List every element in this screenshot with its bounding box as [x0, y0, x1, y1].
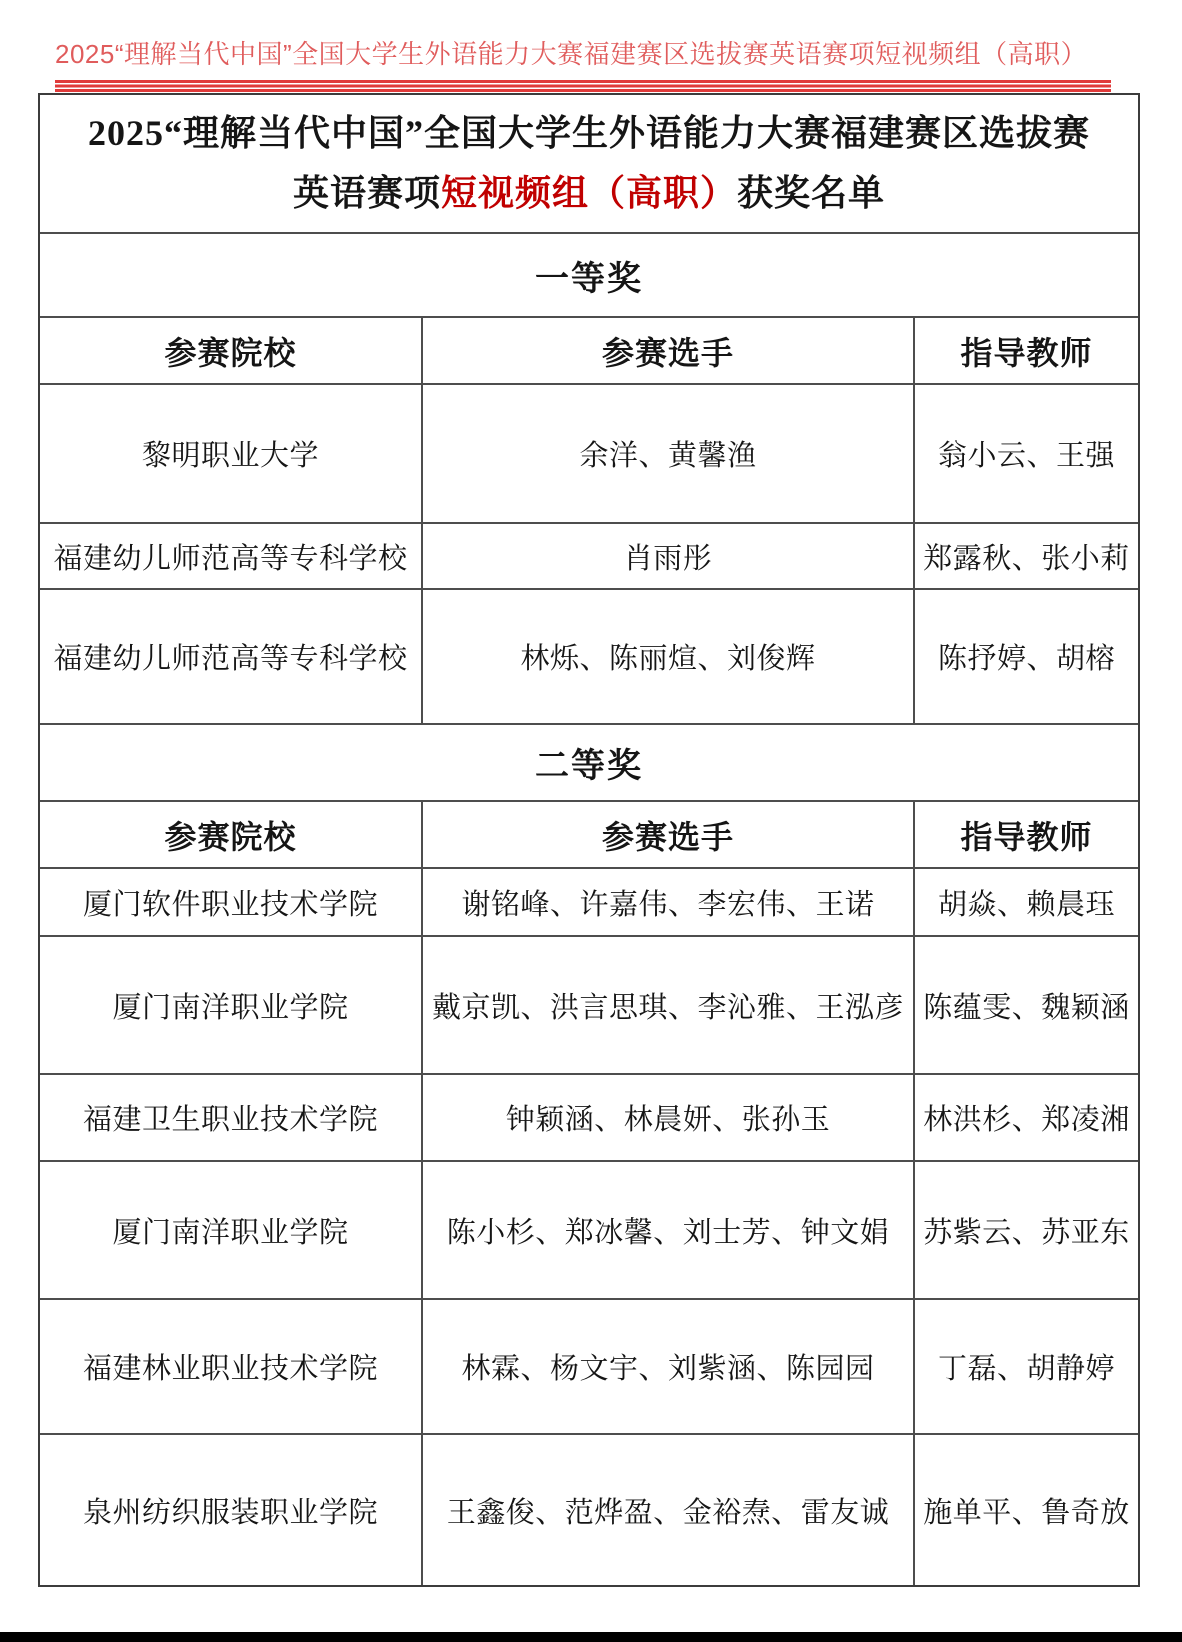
- table-row: [40, 383, 1138, 522]
- teachers-cell: 陈抒婷、胡榕: [913, 590, 1138, 723]
- participants-cell: 林烁、陈丽煊、刘俊辉: [421, 590, 913, 723]
- column-header-row: [40, 316, 1138, 383]
- table-row: [40, 1433, 1138, 1585]
- section-row-second-prize: [40, 723, 1138, 800]
- teachers-cell: 翁小云、王强: [913, 385, 1138, 522]
- column-header-row: [40, 800, 1138, 867]
- document-header-line: 2025“理解当代中国”全国大学生外语能力大赛福建赛区选拔赛英语赛项短视频组（高职）: [55, 39, 1088, 69]
- teachers-cell: 陈蕴雯、魏颖涵: [913, 937, 1138, 1073]
- participants-cell: 余洋、黄馨渔: [421, 385, 913, 522]
- school-cell: 厦门软件职业技术学院: [82, 888, 378, 921]
- title-line2-suffix: 获奖名单: [737, 172, 886, 213]
- table-title-block: [40, 95, 1138, 232]
- bottom-black-bar: [0, 1632, 1182, 1642]
- teachers-cell: 丁磊、胡静婷: [913, 1300, 1138, 1433]
- participants-cell: 肖雨彤: [421, 524, 913, 588]
- participants-cell: 林霖、杨文宇、刘紫涵、陈园园: [421, 1300, 913, 1433]
- table-title-line2: [293, 172, 885, 215]
- teachers-cell: 施单平、鲁奇放: [913, 1435, 1138, 1585]
- title-line2-highlight: 短视频组（高职）: [440, 172, 737, 213]
- title-line2-prefix: 英语赛项: [292, 172, 441, 213]
- school-cell: 黎明职业大学: [141, 440, 319, 472]
- school-cell: 福建幼儿师范高等专科学校: [53, 643, 408, 675]
- participants-cell: 陈小杉、郑冰馨、刘士芳、钟文娟: [421, 1162, 913, 1298]
- table-row: [40, 588, 1138, 723]
- teachers-cell: 苏紫云、苏亚东: [913, 1162, 1138, 1298]
- table-row: [40, 935, 1138, 1073]
- participants-column-header: 参赛选手: [421, 318, 913, 383]
- school-cell: 福建幼儿师范高等专科学校: [53, 542, 408, 575]
- section-label: 一等奖: [535, 260, 643, 298]
- table-row: [40, 522, 1138, 588]
- section-row-first-prize: [40, 232, 1138, 316]
- participants-cell: 谢铭峰、许嘉伟、李宏伟、王诺: [421, 869, 913, 935]
- award-table: [38, 93, 1140, 1587]
- table-title-line1: 2025“理解当代中国”全国大学生外语能力大赛福建赛区选拔赛: [87, 112, 1090, 153]
- teachers-column-header: 指导教师: [913, 802, 1138, 867]
- participants-cell: 戴京凯、洪言思琪、李沁雅、王泓彦: [421, 937, 913, 1073]
- table-row: [40, 1073, 1138, 1160]
- participants-column-header: 参赛选手: [421, 802, 913, 867]
- school-cell: 厦门南洋职业学院: [112, 991, 349, 1024]
- school-cell: 泉州纺织服装职业学院: [82, 1496, 378, 1529]
- teachers-cell: 林洪杉、郑凌湘: [913, 1075, 1138, 1160]
- school-cell: 福建卫生职业技术学院: [82, 1104, 378, 1136]
- school-cell: 福建林业职业技术学院: [82, 1353, 378, 1385]
- teachers-cell: 胡焱、赖晨珏: [913, 869, 1138, 935]
- table-row: [40, 1160, 1138, 1298]
- school-column-header: 参赛院校: [164, 334, 297, 371]
- participants-cell: 王鑫俊、范烨盈、金裕焘、雷友诚: [421, 1435, 913, 1585]
- school-column-header: 参赛院校: [164, 818, 297, 855]
- table-row: [40, 867, 1138, 935]
- header-divider-rule: [55, 80, 1111, 92]
- teachers-cell: 郑露秋、张小莉: [913, 524, 1138, 588]
- participants-cell: 钟颖涵、林晨妍、张孙玉: [421, 1075, 913, 1160]
- table-row: [40, 1298, 1138, 1433]
- section-label: 二等奖: [535, 748, 643, 785]
- teachers-column-header: 指导教师: [913, 318, 1138, 383]
- school-cell: 厦门南洋职业学院: [112, 1216, 349, 1249]
